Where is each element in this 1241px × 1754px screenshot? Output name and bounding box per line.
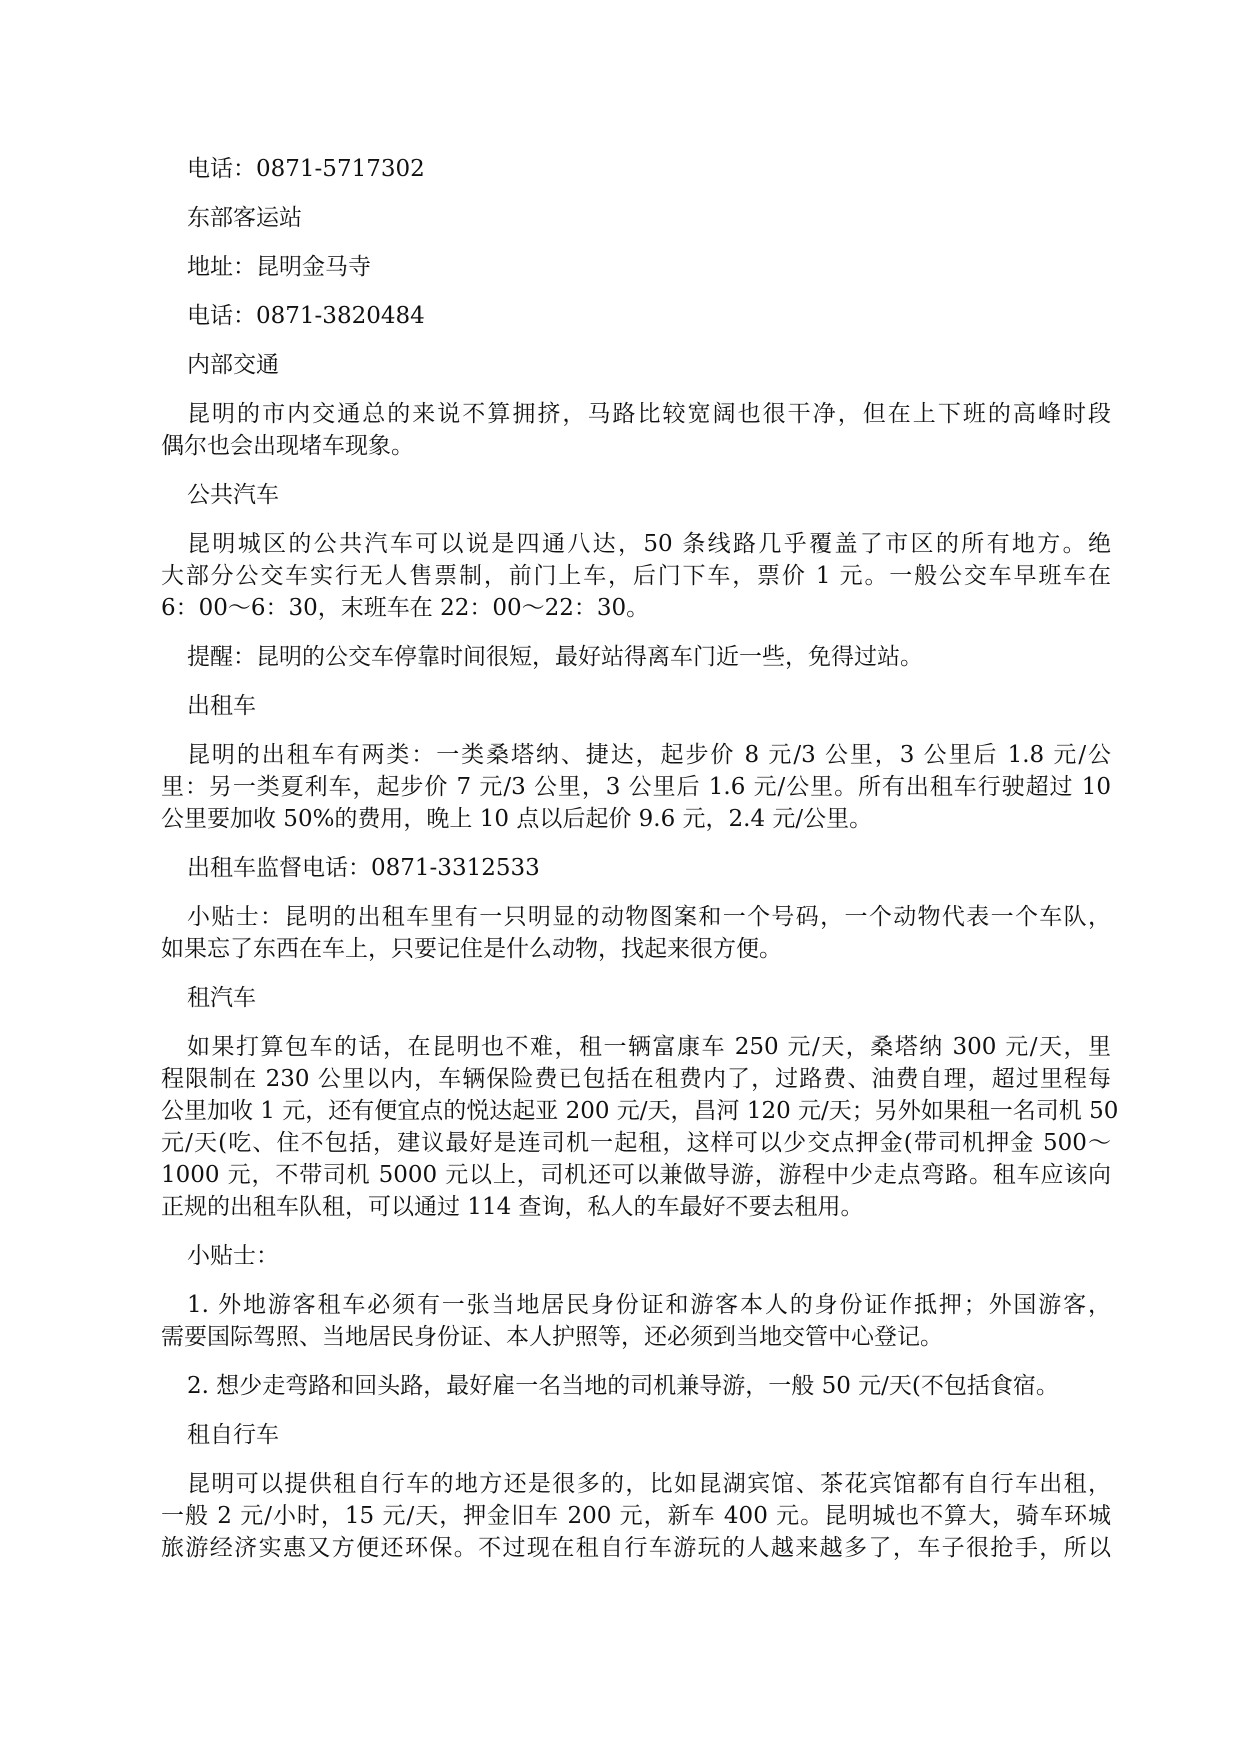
text-line: 正规的出租车队租，可以通过 114 查询，私人的车最好不要去租用。 xyxy=(161,1194,864,1220)
text-line: 提醒：昆明的公交车停靠时间很短，最好站得离车门近一些，免得过站。 xyxy=(187,644,923,670)
text-line: 电话：0871-3820484 xyxy=(187,303,425,329)
paragraph xyxy=(161,982,1111,1014)
text-line: 需要国际驾照、当地居民身份证、本人护照等，还必须到当地交管中心登记。 xyxy=(161,1324,943,1350)
text-line: 地址：昆明金马寺 xyxy=(187,254,371,280)
text-line: 出租车监督电话：0871-3312533 xyxy=(187,855,540,881)
text-line: 大部分公交车实行无人售票制，前门上车，后门下车，票价 1 元。一般公交车早班车在 xyxy=(161,563,1111,589)
paragraph xyxy=(161,398,1111,462)
paragraph xyxy=(161,202,1111,234)
paragraph xyxy=(161,153,1111,185)
text-line: 小贴士：昆明的出租车里有一只明显的动物图案和一个号码，一个动物代表一个车队， xyxy=(187,904,1111,930)
text-line: 公里要加收 50%的费用，晚上 10 点以后起价 9.6 元，2.4 元/公里。 xyxy=(161,806,873,832)
text-line: 1. 外地游客租车必须有一张当地居民身份证和游客本人的身份证作抵押；外国游客， xyxy=(187,1292,1111,1318)
paragraph xyxy=(161,739,1111,835)
paragraph xyxy=(161,641,1111,673)
text-line: 出租车 xyxy=(187,693,256,719)
paragraph xyxy=(161,300,1111,332)
text-line: 小贴士： xyxy=(187,1243,279,1269)
text-line: 1000 元，不带司机 5000 元以上，司机还可以兼做导游，游程中少走点弯路。租车应该向 xyxy=(161,1162,1111,1188)
text-line: 内部交通 xyxy=(187,352,279,378)
paragraph xyxy=(161,479,1111,511)
text-line: 租自行车 xyxy=(187,1422,279,1448)
paragraph xyxy=(161,1370,1111,1402)
text-line: 程限制在 230 公里以内，车辆保险费已包括在租费内了，过路费、油费自理，超过里程每 xyxy=(161,1066,1111,1092)
text-line: 昆明的出租车有两类：一类桑塔纳、捷达，起步价 8 元/3 公里，3 公里后 1.8 元/公 xyxy=(187,742,1111,768)
text-line: 电话：0871-5717302 xyxy=(187,156,425,182)
document-body xyxy=(161,153,1119,1581)
text-line: 里：另一类夏利车，起步价 7 元/3 公里，3 公里后 1.6 元/公里。所有出租车行驶超过 10 xyxy=(161,774,1111,800)
paragraph xyxy=(161,852,1111,884)
paragraph xyxy=(161,528,1111,624)
paragraph xyxy=(161,1289,1111,1353)
text-line: 昆明城区的公共汽车可以说是四通八达，50 条线路几乎覆盖了市区的所有地方。绝 xyxy=(187,531,1111,557)
text-line: 旅游经济实惠又方便还环保。不过现在租自行车游玩的人越来越多了，车子很抢手，所以 xyxy=(161,1535,1111,1561)
text-line: 昆明的市内交通总的来说不算拥挤，马路比较宽阔也很干净，但在上下班的高峰时段 xyxy=(187,401,1111,427)
text-line: 元/天(吃、住不包括，建议最好是连司机一起租，这样可以少交点押金(带司机押金 500～ xyxy=(161,1130,1111,1156)
text-line: 公共汽车 xyxy=(187,482,279,508)
paragraph xyxy=(161,690,1111,722)
text-line: 一般 2 元/小时，15 元/天，押金旧车 200 元，新车 400 元。昆明城也不算大，骑车环城 xyxy=(161,1503,1111,1529)
text-line: 如果忘了东西在车上，只要记住是什么动物，找起来很方便。 xyxy=(161,936,782,962)
text-line: 东部客运站 xyxy=(187,205,302,231)
paragraph xyxy=(161,349,1111,381)
paragraph xyxy=(161,1468,1111,1564)
paragraph xyxy=(161,901,1111,965)
text-line: 公里加收 1 元，还有便宜点的悦达起亚 200 元/天，昌河 120 元/天；另外如果租一名司机 50 xyxy=(161,1098,1119,1124)
text-line: 偶尔也会出现堵车现象。 xyxy=(161,433,414,459)
text-line: 6：00～6：30，末班车在 22：00～22：30。 xyxy=(161,595,650,621)
text-line: 昆明可以提供租自行车的地方还是很多的，比如昆湖宾馆、茶花宾馆都有自行车出租， xyxy=(187,1471,1111,1497)
paragraph xyxy=(161,1419,1111,1451)
paragraph xyxy=(161,1240,1111,1272)
text-line: 如果打算包车的话，在昆明也不难，租一辆富康车 250 元/天，桑塔纳 300 元/天，里 xyxy=(187,1034,1111,1060)
paragraph xyxy=(161,1031,1119,1223)
text-line: 租汽车 xyxy=(187,985,256,1011)
paragraph xyxy=(161,251,1111,283)
text-line: 2. 想少走弯路和回头路，最好雇一名当地的司机兼导游，一般 50 元/天(不包括食宿。 xyxy=(187,1373,1059,1399)
